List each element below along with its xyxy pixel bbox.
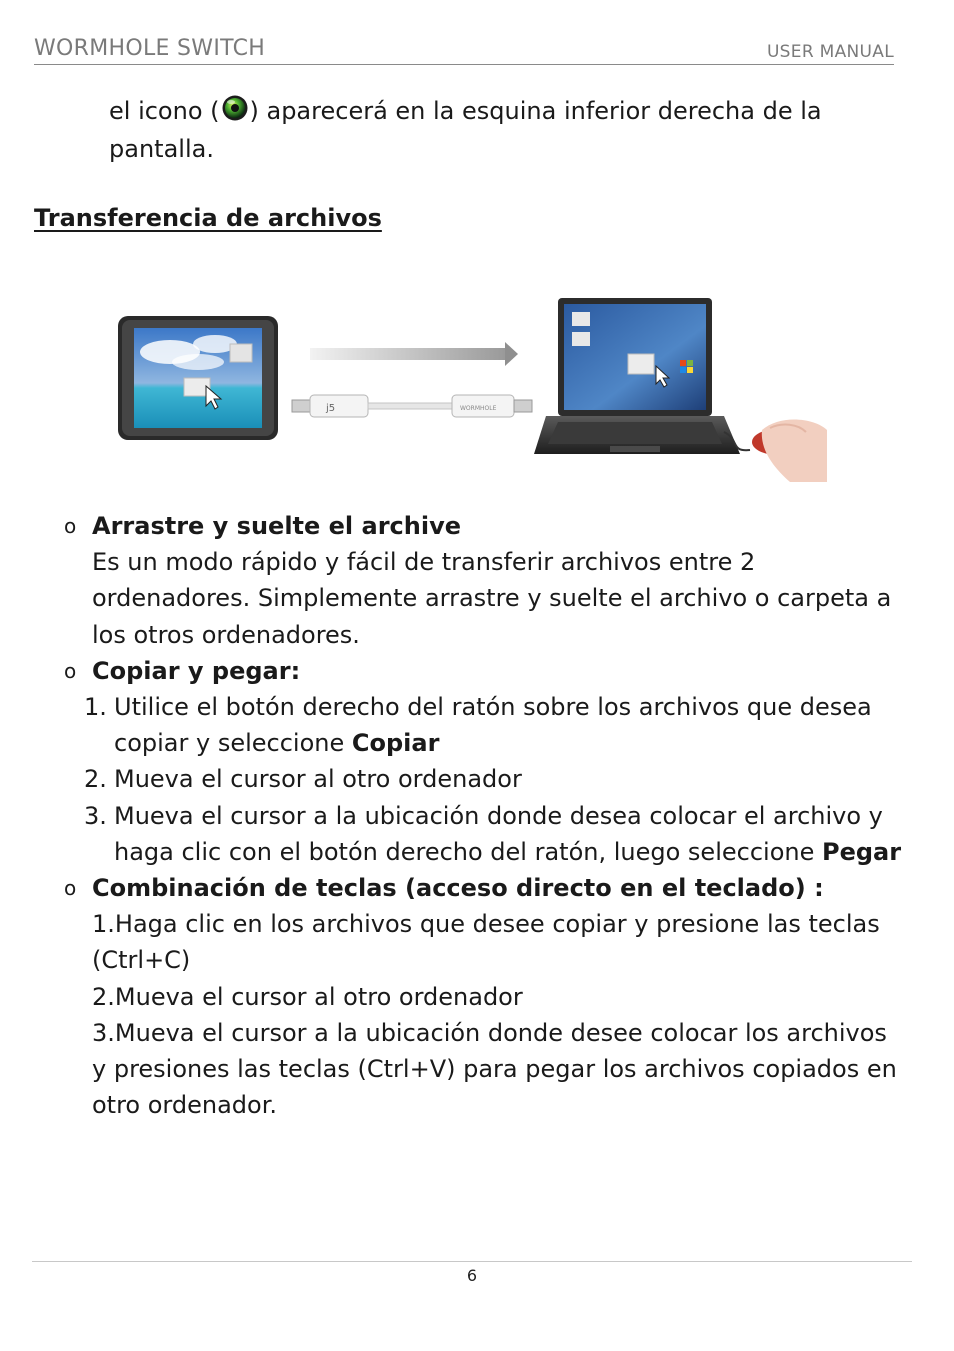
transfer-arrow [310, 342, 518, 366]
step-text: Mueva el cursor a la ubicación donde desea colocar el archivo y haga clic con el botón derecho del ratón, luego seleccione [114, 801, 883, 866]
bullet-drag-drop [34, 508, 904, 544]
step-text: Mueva el cursor al otro ordenador [114, 982, 523, 1011]
step-number: 3. [84, 801, 107, 830]
bullet-marker: o [64, 876, 77, 901]
usb-cable [292, 395, 532, 417]
step-text: Mueva el cursor al otro ordenador [114, 765, 522, 794]
bullet-marker: o [64, 514, 77, 538]
header-product-name: WORMHOLE SWITCH [34, 36, 266, 61]
page-number: 6 [466, 1266, 478, 1285]
laptop-device [534, 298, 740, 454]
bullet-copy-paste [34, 653, 904, 689]
step-bold-term: Copiar [351, 729, 440, 758]
step-text: Mueva el cursor a la ubicación donde desee colocar los archivos y presiones las teclas (Ctrl+V) para pegar los archivos copiados en otro ordenador. [92, 1018, 897, 1120]
bullet-title: Copiar y pegar: [92, 656, 301, 685]
copy-paste-step-3 [34, 798, 904, 870]
step-text: Utilice el botón derecho del ratón sobre los archivos que desea copiar y seleccione [114, 693, 872, 758]
bullet-marker: o [64, 658, 77, 683]
copy-paste-step-1 [34, 689, 904, 761]
step-bold-term: Pegar [821, 837, 902, 866]
bullet-title: Arrastre y suelte el archive [92, 512, 461, 540]
section-title: Transferencia de archivos [34, 204, 382, 232]
transfer-illustration-svg [110, 282, 830, 487]
instructions [34, 508, 904, 1123]
tablet-device [118, 316, 278, 440]
transfer-illustration [110, 282, 830, 487]
intro-paragraph [109, 92, 899, 168]
cable-label-left: j5 [326, 403, 336, 414]
step-number: 2. [92, 982, 115, 1011]
step-number: 1. [92, 910, 115, 939]
intro-text-before: el icono ( [109, 97, 220, 125]
wormhole-tray-icon [221, 94, 249, 122]
page-header [34, 36, 894, 65]
footer-divider [32, 1261, 912, 1262]
step-text: Haga clic en los archivos que desee copiar y presione las teclas (Ctrl+C) [92, 910, 880, 975]
step-number: 2. [84, 765, 107, 794]
copy-paste-step-2 [34, 761, 904, 797]
drag-drop-description: Es un modo rápido y fácil de transferir archivos entre 2 ordenadores. Simplemente arrastre y suelte el archivo o carpeta a los otros ordenadores. [92, 548, 892, 649]
shortcut-step-2 [34, 979, 904, 1015]
header-doc-type: USER MANUAL [766, 42, 894, 62]
shortcut-step-3 [34, 1015, 904, 1124]
intro-text-after: ) aparecerá en la esquina inferior derecha de la pantalla. [109, 97, 822, 163]
step-number: 3. [92, 1018, 115, 1047]
step-number: 1. [84, 693, 107, 722]
shortcut-step-1 [34, 906, 904, 978]
mouse-with-hand [724, 419, 827, 482]
cable-label-right: WORMHOLE [460, 405, 497, 412]
bullet-title: Combinación de teclas (acceso directo en el teclado) : [92, 874, 824, 903]
bullet-keyboard-shortcut [34, 870, 904, 906]
